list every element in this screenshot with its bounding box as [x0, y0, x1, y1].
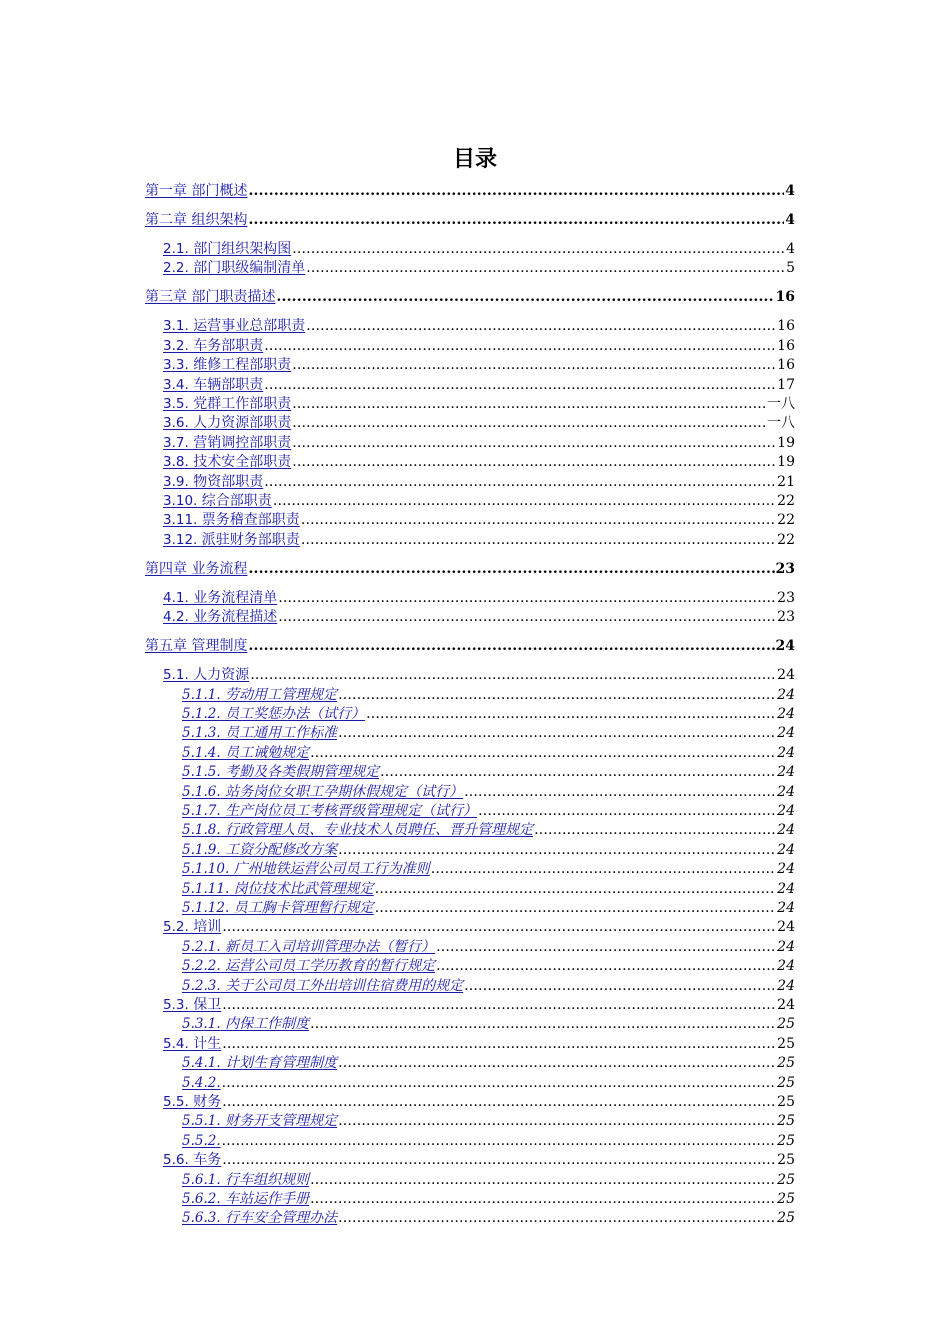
toc-entry-number: 5.6.1.: [182, 1172, 221, 1188]
toc-entry-title: 技术安全部职责: [188, 454, 292, 470]
toc-entry-5-1-12[interactable]: [182, 899, 795, 918]
toc-entry-title: 第一章 部门概述: [145, 183, 248, 199]
dot-leader: [366, 705, 776, 724]
toc-page-number: 24: [777, 667, 795, 683]
toc-entry-5-1-11[interactable]: [182, 880, 795, 899]
dot-leader: [338, 724, 776, 743]
dot-leader: [431, 860, 776, 879]
dot-leader: [292, 453, 776, 472]
toc-page-number: 25: [777, 1172, 795, 1188]
toc-entry-3-5[interactable]: [163, 395, 795, 414]
toc-page-number: 24: [775, 638, 795, 654]
toc-entry-link[interactable]: [182, 1112, 337, 1131]
toc-page-number: 24: [777, 900, 795, 916]
toc-page-number: 24: [777, 881, 795, 897]
toc-entry-3-8[interactable]: [163, 453, 795, 472]
toc-page-number: 23: [777, 609, 795, 625]
toc-page-number: 21: [777, 474, 795, 490]
toc-entry-link[interactable]: [145, 211, 247, 230]
toc-page-number: 22: [777, 493, 795, 509]
toc-entry-5-6-3[interactable]: [182, 1209, 795, 1228]
toc-page-number: 22: [777, 532, 795, 548]
toc-entry-5-1-3[interactable]: [182, 724, 795, 743]
toc-entry-5-1-8[interactable]: [182, 821, 795, 840]
toc-entry-link[interactable]: [145, 560, 247, 579]
toc-page-number: 一八: [767, 415, 795, 431]
dot-leader: [306, 259, 785, 278]
toc-entry-number: 3.3.: [163, 357, 189, 373]
toc-entry-title: 综合部职责: [197, 493, 272, 509]
toc-entry-title: 党群工作部职责: [188, 396, 292, 412]
toc-entry-link[interactable]: [163, 453, 291, 472]
toc-entry-title: 岗位技术比武管理规定: [229, 881, 374, 897]
toc-entry-3-3[interactable]: [163, 356, 795, 375]
toc-entry-chapter-17[interactable]: [145, 560, 795, 579]
toc-entry-link[interactable]: [163, 240, 291, 259]
toc-entry-link[interactable]: [182, 783, 463, 802]
toc-entry-4-1[interactable]: [163, 589, 795, 608]
dot-leader: [292, 356, 776, 375]
dot-leader: [278, 589, 776, 608]
toc-page-number: 4: [786, 241, 795, 257]
toc-entry-link[interactable]: [163, 414, 291, 433]
toc-entry-title: 第三章 部门职责描述: [145, 289, 276, 305]
toc-entry-5-1-10[interactable]: [182, 860, 795, 879]
toc-entry-title: 物资部职责: [188, 474, 264, 490]
toc-entry-number: 5.1.5.: [182, 764, 221, 780]
toc-entry-link[interactable]: [163, 1151, 221, 1170]
toc-entry-5-5-1[interactable]: [182, 1112, 795, 1131]
dot-leader: [248, 560, 774, 579]
toc-page-number: 16: [777, 357, 795, 373]
toc-entry-5-1-1[interactable]: [182, 686, 795, 705]
toc-entry-number: 5.4.2.: [182, 1075, 221, 1091]
toc-entry-number: 5.2.2.: [182, 958, 221, 974]
toc-entry-title: 车站运作手册: [220, 1191, 310, 1207]
dot-leader: [222, 1093, 776, 1112]
toc-page-number: 25: [777, 1152, 795, 1168]
toc-page-number: 25: [777, 1210, 795, 1226]
toc-entry-title: 第二章 组织架构: [145, 212, 248, 228]
toc-page-number: 19: [777, 435, 795, 451]
dot-leader: [301, 531, 776, 550]
dot-leader: [292, 414, 766, 433]
toc-entry-link[interactable]: [182, 763, 379, 782]
toc-entry-title: 营销调控部职责: [188, 435, 292, 451]
dot-leader: [250, 666, 776, 685]
toc-entry-number: 5.2.3.: [182, 978, 221, 994]
toc-entry-5-6-2[interactable]: [182, 1190, 795, 1209]
dot-leader: [264, 337, 776, 356]
toc-entry-number: 5.1.6.: [182, 784, 221, 800]
toc-entry-5-2-1[interactable]: [182, 938, 795, 957]
toc-entry-5-1-6[interactable]: [182, 783, 795, 802]
toc-entry-link[interactable]: [145, 637, 247, 656]
toc-entry-5-2-2[interactable]: [182, 957, 795, 976]
toc-entry-title: 员工胸卡管理暂行规定: [229, 900, 374, 916]
toc-entry-link[interactable]: [163, 608, 277, 627]
toc-page-number: 4: [785, 212, 795, 228]
toc-page-number: 24: [777, 997, 795, 1013]
toc-entry-chapter-20[interactable]: [145, 637, 795, 656]
toc-entry-link[interactable]: [182, 1054, 337, 1073]
toc-entry-title: 关于公司员工外出培训住宿费用的规定: [220, 978, 464, 994]
toc-entry-link[interactable]: [182, 899, 374, 918]
toc-entry-title: 考勤及各类假期管理规定: [220, 764, 380, 780]
toc-entry-link[interactable]: [182, 841, 337, 860]
dot-leader: [222, 1074, 777, 1093]
toc-entry-link[interactable]: [163, 1093, 221, 1112]
toc-page-number: 24: [777, 745, 795, 761]
toc-page-number: 24: [777, 764, 795, 780]
toc-entry-5-6-1[interactable]: [182, 1171, 795, 1190]
toc-entry-3-10[interactable]: [163, 492, 795, 511]
toc-entry-5-1-9[interactable]: [182, 841, 795, 860]
toc-page-number: 5: [786, 260, 795, 276]
toc-entry-link[interactable]: [182, 957, 435, 976]
toc-page-number: 24: [777, 861, 795, 877]
dot-leader: [248, 182, 784, 201]
toc-page-number: 23: [777, 590, 795, 606]
toc-entry-link[interactable]: [182, 1171, 309, 1190]
dot-leader: [436, 938, 776, 957]
toc-entry-number: 2.2.: [163, 260, 189, 276]
toc-entry-number: 5.4.1.: [182, 1055, 221, 1071]
toc-page-number: 22: [777, 512, 795, 528]
toc-entry-title: 人力资源: [188, 667, 250, 683]
toc-page-number: 24: [777, 803, 795, 819]
toc-entry-link[interactable]: [182, 1015, 309, 1034]
toc-entry-title: 业务流程清单: [188, 590, 278, 606]
dot-leader: [306, 317, 776, 336]
toc-entry-link[interactable]: [163, 996, 221, 1015]
toc-entry-title: 工资分配修改方案: [220, 842, 338, 858]
toc-page-number: 23: [775, 561, 795, 577]
toc-entry-5-4-1[interactable]: [182, 1054, 795, 1073]
toc-entry-link[interactable]: [182, 802, 477, 821]
dot-leader: [464, 977, 776, 996]
toc-entry-5-2-3[interactable]: [182, 977, 795, 996]
toc-page-number: 24: [777, 706, 795, 722]
toc-entry-5-1-7[interactable]: [182, 802, 795, 821]
toc-entry-title: 劳动用工管理规定: [220, 687, 338, 703]
toc-entry-number: 5.3.1.: [182, 1016, 221, 1032]
toc-entry-number: 4.2.: [163, 609, 189, 625]
toc-entry-title: 站务岗位女职工孕期休假规定（试行）: [220, 784, 464, 800]
toc-entry-link[interactable]: [182, 880, 374, 899]
toc-entry-5-1-2[interactable]: [182, 705, 795, 724]
toc-page-number: 24: [777, 822, 795, 838]
toc-entry-number: 5.1.2.: [182, 706, 221, 722]
toc-entry-link[interactable]: [182, 938, 435, 957]
toc-entry-3-7[interactable]: [163, 434, 795, 453]
toc-entry-3-4[interactable]: [163, 376, 795, 395]
dot-leader: [264, 376, 776, 395]
toc-entry-number: 5.6.: [163, 1152, 189, 1168]
dot-leader: [464, 783, 776, 802]
toc-entry-2-1[interactable]: [163, 240, 795, 259]
toc-entry-number: 3.7.: [163, 435, 189, 451]
toc-entry-chapter-4[interactable]: [145, 288, 795, 307]
toc-entry-3-6[interactable]: [163, 414, 795, 433]
toc-page-number: 17: [777, 377, 795, 393]
toc-page-number: 25: [777, 1036, 795, 1052]
toc-entry-link[interactable]: [163, 395, 291, 414]
toc-entry-number: 5.1.9.: [182, 842, 221, 858]
toc-entry-title: 员工诫勉规定: [220, 745, 310, 761]
toc-entry-title: 内保工作制度: [220, 1016, 310, 1032]
toc-entry-number: 5.2.1.: [182, 939, 221, 955]
toc-entry-5-1-4[interactable]: [182, 744, 795, 763]
toc-page-number: 4: [785, 183, 795, 199]
toc-entry-5-1[interactable]: [163, 666, 795, 685]
toc-entry-link[interactable]: [163, 434, 291, 453]
toc-page-number: 24: [777, 939, 795, 955]
toc-entry-link[interactable]: [145, 182, 247, 201]
toc-entry-number: 5.1.10.: [182, 861, 230, 877]
toc-entry-number: 5.1.8.: [182, 822, 221, 838]
toc-page-number: 25: [777, 1133, 795, 1149]
toc-entry-3-2[interactable]: [163, 337, 795, 356]
toc-entry-number: 3.2.: [163, 338, 189, 354]
toc-entry-title: 财务: [188, 1094, 222, 1110]
toc-entry-number: 3.9.: [163, 474, 189, 490]
toc-entry-number: 3.8.: [163, 454, 189, 470]
toc-entry-link[interactable]: [163, 589, 277, 608]
toc-entry-link[interactable]: [182, 744, 309, 763]
toc-page-number: 25: [777, 1016, 795, 1032]
dot-leader: [338, 686, 776, 705]
toc-entry-title: 派驻财务部职责: [197, 532, 300, 548]
toc-entry-title: 保卫: [188, 997, 222, 1013]
toc-entry-link[interactable]: [182, 977, 463, 996]
toc-entry-link[interactable]: [163, 337, 263, 356]
toc-entry-link[interactable]: [182, 1209, 337, 1228]
toc-entry-number: 3.1.: [163, 318, 189, 334]
toc-entry-link[interactable]: [163, 666, 249, 685]
toc-entry-title: 行车安全管理办法: [220, 1210, 338, 1226]
toc-entry-number: 5.1.11.: [182, 881, 230, 897]
toc-entry-number: 5.1.1.: [182, 687, 221, 703]
dot-leader: [436, 957, 776, 976]
toc-entry-link[interactable]: [163, 356, 291, 375]
toc-entry-number: 5.1.12.: [182, 900, 230, 916]
dot-leader: [375, 880, 776, 899]
toc-page-number: 24: [777, 842, 795, 858]
toc-entry-number: 3.10.: [163, 493, 198, 509]
toc-page-number: 24: [777, 784, 795, 800]
dot-leader: [222, 996, 776, 1015]
toc-entry-number: 5.3.: [163, 997, 189, 1013]
toc-page-number: 16: [777, 318, 795, 334]
toc-page-number: 25: [777, 1075, 795, 1091]
toc-entry-number: 5.1.: [163, 667, 189, 683]
toc-entry-5-1-5[interactable]: [182, 763, 795, 782]
toc-entry-2-2[interactable]: [163, 259, 795, 278]
toc-entry-link[interactable]: [163, 259, 305, 278]
dot-leader: [276, 288, 774, 307]
toc-entry-number: 5.2.: [163, 919, 189, 935]
toc-entry-title: 第五章 管理制度: [145, 638, 248, 654]
toc-entry-5-3[interactable]: [163, 996, 795, 1015]
toc-entry-link[interactable]: [163, 511, 300, 530]
dot-leader: [222, 1151, 776, 1170]
toc-entry-title: 业务流程描述: [188, 609, 278, 625]
toc-entry-link[interactable]: [163, 376, 263, 395]
dot-leader: [292, 395, 766, 414]
toc-entry-number: 3.4.: [163, 377, 189, 393]
dot-leader: [222, 918, 776, 937]
toc-entry-title: 计划生育管理制度: [220, 1055, 338, 1071]
toc-entry-title: 员工通用工作标准: [220, 725, 338, 741]
toc-entry-5-4-2[interactable]: [182, 1074, 795, 1093]
toc-entry-link[interactable]: [182, 705, 365, 724]
toc-entry-link[interactable]: [182, 686, 337, 705]
toc-entry-title: 行车组织规则: [220, 1172, 310, 1188]
toc-entry-3-11[interactable]: [163, 511, 795, 530]
toc-page-number: 24: [777, 687, 795, 703]
toc-entry-link[interactable]: [182, 724, 337, 743]
toc-entry-title: 部门组织架构图: [188, 241, 292, 257]
toc-entry-5-5-2[interactable]: [182, 1132, 795, 1151]
toc-entry-link[interactable]: [163, 1035, 221, 1054]
toc-entry-number: 3.11.: [163, 512, 198, 528]
dot-leader: [222, 1132, 777, 1151]
dot-leader: [310, 1190, 776, 1209]
toc-page-number: 24: [777, 725, 795, 741]
toc-entry-5-2[interactable]: [163, 918, 795, 937]
toc-entry-title: 维修工程部职责: [188, 357, 292, 373]
toc-entry-5-5[interactable]: [163, 1093, 795, 1112]
dot-leader: [292, 434, 776, 453]
toc-entry-3-12[interactable]: [163, 531, 795, 550]
toc-entry-link[interactable]: [163, 473, 263, 492]
toc-entry-5-4[interactable]: [163, 1035, 795, 1054]
dot-leader: [222, 1035, 776, 1054]
toc-entry-title: 车务: [188, 1152, 222, 1168]
dot-leader: [338, 1054, 776, 1073]
dot-leader: [310, 1015, 776, 1034]
toc-entry-link[interactable]: [182, 1074, 221, 1093]
toc-entry-number: 5.1.7.: [182, 803, 221, 819]
toc-entry-link[interactable]: [163, 918, 221, 937]
dot-leader: [375, 899, 776, 918]
dot-leader: [248, 637, 774, 656]
toc-entry-title: 票务稽查部职责: [197, 512, 300, 528]
toc-page-number: 16: [777, 338, 795, 354]
dot-leader: [380, 763, 776, 782]
dot-leader: [338, 841, 776, 860]
toc-entry-number: 5.5.2.: [182, 1133, 221, 1149]
toc-page-number: 24: [777, 978, 795, 994]
toc-page-number: 25: [777, 1191, 795, 1207]
toc-entry-number: 3.12.: [163, 532, 198, 548]
toc-page-number: 25: [777, 1113, 795, 1129]
toc-entry-title: 车辆部职责: [188, 377, 264, 393]
toc-page-number: 一八: [767, 396, 795, 412]
dot-leader: [478, 802, 776, 821]
toc-entry-title: 培训: [188, 919, 222, 935]
dot-leader: [301, 511, 776, 530]
dot-leader: [278, 608, 776, 627]
toc-entry-number: 5.6.2.: [182, 1191, 221, 1207]
toc-entry-link[interactable]: [163, 317, 305, 336]
toc-entry-link[interactable]: [145, 288, 275, 307]
toc-entry-link[interactable]: [163, 492, 272, 511]
toc-entry-chapter-1[interactable]: [145, 211, 795, 230]
dot-leader: [338, 1112, 776, 1131]
toc-entry-number: 5.5.: [163, 1094, 189, 1110]
toc-page-number: 19: [777, 454, 795, 470]
dot-leader: [338, 1209, 776, 1228]
toc-entry-title: 部门职级编制清单: [188, 260, 306, 276]
toc-entry-title: 运营事业总部职责: [188, 318, 306, 334]
dot-leader: [310, 1171, 776, 1190]
toc-entry-link[interactable]: [182, 821, 533, 840]
dot-leader: [292, 240, 785, 259]
dot-leader: [248, 211, 784, 230]
toc-entry-chapter-0[interactable]: [145, 182, 795, 201]
toc-entry-3-9[interactable]: [163, 473, 795, 492]
toc-entry-number: 5.5.1.: [182, 1113, 221, 1129]
toc-entry-5-6[interactable]: [163, 1151, 795, 1170]
toc-entry-title: 生产岗位员工考核晋级管理规定（试行）: [220, 803, 478, 819]
toc-page-number: 25: [777, 1055, 795, 1071]
toc-entry-title: 财务开支管理规定: [220, 1113, 338, 1129]
toc-entry-link[interactable]: [163, 531, 300, 550]
toc-entry-5-3-1[interactable]: [182, 1015, 795, 1034]
toc-entry-link[interactable]: [182, 1190, 309, 1209]
toc-entry-link[interactable]: [182, 1132, 221, 1151]
toc-entry-number: 5.1.3.: [182, 725, 221, 741]
toc-entry-number: 3.5.: [163, 396, 189, 412]
toc-entry-number: 3.6.: [163, 415, 189, 431]
toc-entry-title: 第四章 业务流程: [145, 561, 248, 577]
page-title: 目录: [452, 147, 497, 172]
toc-page-number: 24: [777, 919, 795, 935]
toc-entry-title: 人力资源部职责: [188, 415, 292, 431]
dot-leader: [310, 744, 776, 763]
toc-entry-title: 计生: [188, 1036, 222, 1052]
toc-page-number: 24: [777, 958, 795, 974]
toc-entry-number: 5.4.: [163, 1036, 189, 1052]
toc-entry-4-2[interactable]: [163, 608, 795, 627]
toc-entry-3-1[interactable]: [163, 317, 795, 336]
toc-entry-number: 5.1.4.: [182, 745, 221, 761]
toc-entry-title: 新员工入司培训管理办法（暂行）: [220, 939, 436, 955]
dot-leader: [534, 821, 776, 840]
dot-leader: [264, 473, 776, 492]
toc-entry-link[interactable]: [182, 860, 430, 879]
toc-entry-title: 广州地铁运营公司员工行为准则: [229, 861, 430, 877]
toc-entry-number: 4.1.: [163, 590, 189, 606]
toc-entry-title: 车务部职责: [188, 338, 264, 354]
toc-page-number: 25: [777, 1094, 795, 1110]
dot-leader: [273, 492, 776, 511]
toc-entry-title: 行政管理人员、专业技术人员聘任、晋升管理规定: [220, 822, 534, 838]
toc-entry-title: 运营公司员工学历教育的暂行规定: [220, 958, 436, 974]
toc-page-number: 16: [775, 289, 795, 305]
toc-entry-title: 员工奖惩办法（试行）: [220, 706, 366, 722]
toc-entry-number: 5.6.3.: [182, 1210, 221, 1226]
toc-entry-number: 2.1.: [163, 241, 189, 257]
